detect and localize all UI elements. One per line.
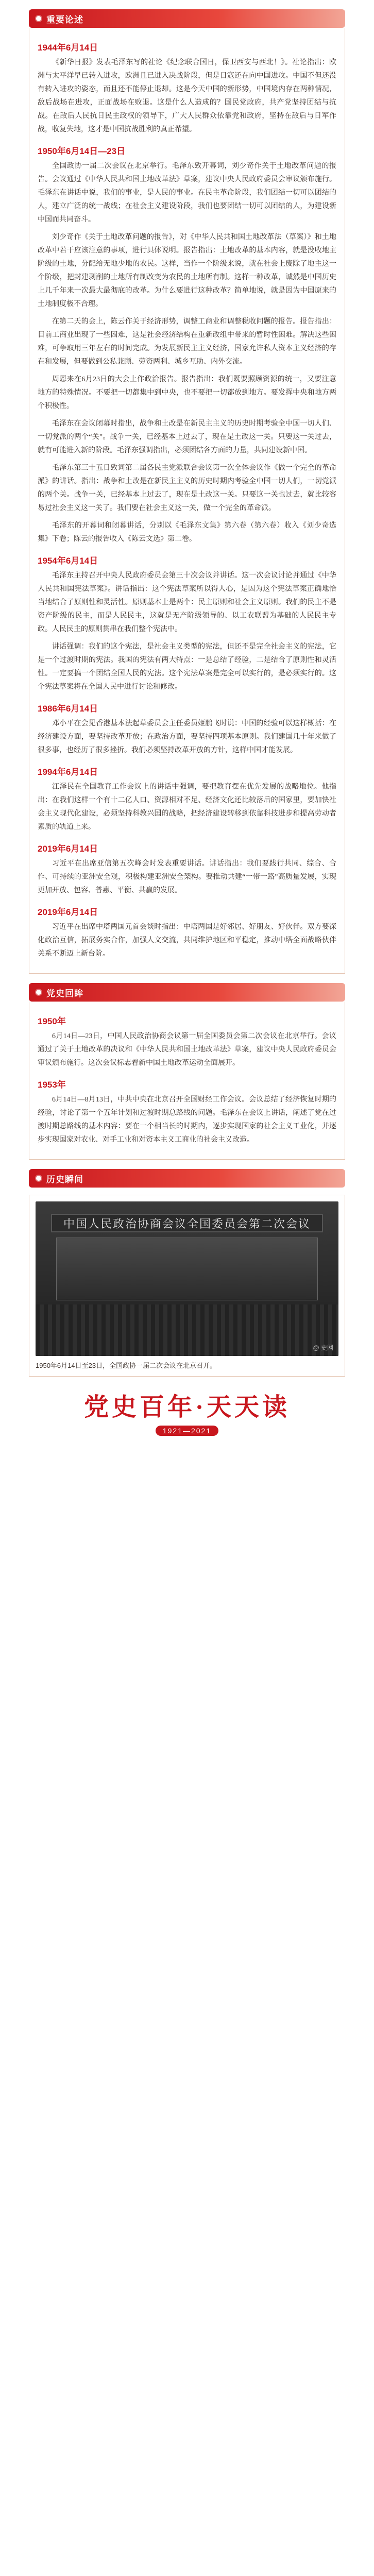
entry-date: 2019年6月14日 (38, 844, 98, 854)
section-title: 党史回眸 (46, 988, 83, 998)
entry (38, 701, 336, 757)
entry-date: 1950年 (38, 1016, 66, 1026)
entry-paragraph: 毛泽东在会议闭幕时指出，战争和土改是在新民主主义的历史时期考验全中国一切人们、一切党派的两个“关”。战争一关，已经基本上过去了，现在是土改这一关。只要这一关过去，就有可能进入新的阶段。毛泽东强调指出，必须团结各方面的力量，共同建设新中国。 (38, 420, 336, 454)
historical-photo (36, 1201, 338, 1356)
photo-watermark: @ 史网 (313, 1344, 333, 1351)
entry-date: 1954年6月14日 (38, 556, 98, 566)
entry-paragraph: 习近平在出席中塔两国元首会谈时指出：中塔两国是好邻居、好朋友、好伙伴。双方要深化政治互信，拓展务实合作，加强人文交流，共同维护地区和平稳定，推动中塔全面战略伙伴关系不断迈上新台阶。 (38, 923, 336, 958)
section-title: 重要论述 (46, 14, 83, 25)
entry-paragraph: 周恩来在6月23日的大会上作政治报告。报告指出：我们既要照顾资源的统一，又要注意地方的特殊情况。不要把一切都集中到中央，也不要把一切都放到地方。要发挥中央和地方两个积极性。 (38, 376, 336, 410)
entry (38, 40, 336, 137)
photo-banner-text: 中国人民政治协商会议全国委员会第二次会议 (51, 1214, 323, 1232)
entry-paragraph: 毛泽东第三十五日致词第二届各民主党派联合会议第一次全体会议作《做一个完全的革命派》的讲话。指出：战争和土改是在新民主主义的历史时期内考验全中国一切人们，一切党派的两个关。战争一关，已经基本上过去了，现在是土改这一关。只要这一关也过去，就比较容易过社会主义这一关了。我们要在社会主义这一关，做一个完全的革命派。 (38, 464, 336, 512)
footer-title: 党史百年·天天读 (83, 1394, 290, 1421)
entry-date: 1944年6月14日 (38, 43, 98, 53)
entry-paragraph: 刘少奇作《关于土地改革问题的报告》，对《中华人民共和国土地改革法（草案）》和土地改革中若干应该注意的事项，进行具体说明。报告指出：土地改革的基本内容，就是没收地主阶级的土地，分配给无地少地的农民。这样，当作一个阶级来说，就在社会上废除了地主这一个阶级，把封建剥削的土地所有制改变为农民的土地所有制。这样一种改革，诚然是中国历史上几千年来一次最大最彻底的改革。为什么要进行这种改革？简单地说，就是因为中国原来的土地制度极不合理。 (38, 233, 336, 308)
photo-stage (56, 1238, 318, 1300)
section-title: 历史瞬间 (46, 1174, 83, 1184)
history-photo-card (29, 1195, 345, 1377)
entry (38, 144, 336, 546)
bullet-icon (36, 16, 41, 21)
entry-paragraph: 《新华日报》发表毛泽东写的社论《纪念联合国日，保卫西安与西北！》。社论指出：欧洲与太平洋早已转入进攻，欧洲且已进入决战阶段，但是日寇还在向中国进攻。中国不但还没有转入进攻的姿态，而且还不能停止退却。这是今天中国的新形势，中国境内存在两种情况，敌后战场在进攻，正面战场在败退。这是什么人造成的？国民党政府，共产党坚持团结与抗战。在敌后人民抗日民主政权的领导下，广大人民群众依靠党和政府，坚持在敌后与日军作战，收复失地，这才是中国抗战胜利的真正希望。 (38, 59, 336, 133)
entry-paragraph: 邓小平在会见香港基本法起草委员会主任委员姬鹏飞时说：中国的经验可以这样概括：在经济建设方面，要坚持改革开放；在政治方面，要坚持四项基本原则。我们建国几十年来做了很多事，也经历了很多挫折。我们必须坚持改革开放的方针，这样中国才能发展。 (38, 720, 336, 754)
photo-caption: 1950年6月14日至23日，全国政协一届二次会议在北京召开。 (36, 1362, 217, 1369)
entry-paragraph: 6月14日—23日，中国人民政治协商会议第一届全国委员会第二次会议在北京举行。会议通过了关于土地改革的决议和《中华人民共和国土地改革法》草案，建议中央人民政府委员会审议颁布施行。这次会议标志着新中国土地改革运动全面展开。 (38, 1032, 336, 1067)
footer-slogan (29, 1387, 345, 1436)
entry (38, 553, 336, 694)
entry-date: 2019年6月14日 (38, 907, 98, 917)
entry-paragraph: 江泽民在全国教育工作会议上的讲话中强调，要把教育摆在优先发展的战略地位。他指出：在我们这样一个有十二亿人口、资源相对不足、经济文化还比较落后的国家里，要加快社会主义现代化建设，必须坚持科教兴国的战略，把经济建设转移到依靠科技进步和提高劳动者素质的轨道上来。 (38, 783, 336, 831)
entry-date: 1986年6月14日 (38, 704, 98, 714)
entry (38, 1077, 336, 1147)
entry-paragraph: 毛泽东主持召开中央人民政府委员会第三十次会议并讲话。这一次会议讨论并通过《中华人民共和国宪法草案》。讲话指出：这个宪法草案所以得人心，是因为这个宪法草案正确地恰当地结合了原则性和灵活性。原则基本上是两个：民主原则和社会主义原则。我们的民主不是资产阶级的民主，而是人民民主，这就是无产阶级领导的、以工农联盟为基础的人民民主专政。人民民主的原则贯串在我们整个宪法中。 (38, 572, 336, 633)
entry-paragraph: 全国政协一届二次会议在北京举行。毛泽东致开幕词，刘少奇作关于土地改革问题的报告。会议通过《中华人民共和国土地改革法》草案，建议中央人民政府委员会审议颁布施行。毛泽东在讲话中说，我们的事业，是人民的事业。在民主革命阶段，我们团结一切可以团结的人，建立广泛的统一战线；在社会主义建设阶段，我们也要团结一切可以团结的人，为建设新中国而共同奋斗。 (38, 162, 336, 224)
photo-crowd (36, 1304, 338, 1356)
page (0, 9, 374, 2576)
entry-paragraph: 在第二天的会上，陈云作关于经济形势，调整工商业和调整税收问题的报告。报告指出：目前工商业出现了一些困难，这是社会经济结构在重新改组中带来的暂时性困难。解决这些困难，可争取用三年左右的时间完成。为发展新民主主义经济，国家允许私人资本主义经济的存在和发展，但要做到公私兼顾、劳资两利、城乡互助、内外交流。 (38, 318, 336, 366)
entry-date: 1950年6月14日—23日 (38, 146, 126, 156)
section-header-review (29, 983, 345, 1002)
entry (38, 905, 336, 961)
entry-date: 1953年 (38, 1080, 66, 1090)
bullet-icon (36, 990, 41, 995)
entry (38, 1014, 336, 1070)
entry (38, 841, 336, 897)
bullet-icon (36, 1176, 41, 1181)
entry-date: 1994年6月14日 (38, 767, 98, 777)
important-card (29, 28, 345, 974)
entry-paragraph: 6月14日—8月13日，中共中央在北京召开全国财经工作会议。会议总结了经济恢复时期的经验，讨论了第一个五年计划和过渡时期总路线的问题。毛泽东在会议上讲话，阐述了党在过渡时期总路线的基本内容：要在一个相当长的时期内，逐步实现国家的社会主义工业化，并逐步实现国家对农业、对手工业和对资本主义工商业的社会主义改造。 (38, 1096, 336, 1144)
footer-years-badge: 1921—2021 (156, 1426, 218, 1436)
entry-paragraph: 讲话强调：我们的这个宪法，是社会主义类型的宪法，但还不是完全社会主义的宪法，它是一个过渡时期的宪法。我国的宪法有两大特点：一是总结了经验，二是结合了原则性和灵活性。一定要搞一个团结全国人民的宪法。这个宪法草案是完全可以实行的，是必须实行的。这个宪法草案将在全国人民中进行讨论和修改。 (38, 643, 336, 691)
entry (38, 765, 336, 834)
review-card (29, 1002, 345, 1160)
section-header-moment (29, 1169, 345, 1188)
section-header-important (29, 9, 345, 28)
entry-paragraph: 习近平在出席亚信第五次峰会时发表重要讲话。讲话指出：我们要践行共同、综合、合作、可持续的亚洲安全观，积极构建亚洲安全架构。要推动共建“一带一路”高质量发展，实现更加开放、包容、普惠、平衡、共赢的发展。 (38, 860, 336, 894)
entry-paragraph: 毛泽东的开幕词和闭幕讲话，分别以《毛泽东文集》第六卷（第六卷）收入《刘少奇选集》下卷；陈云的报告收入《陈云文选》第二卷。 (38, 522, 336, 543)
